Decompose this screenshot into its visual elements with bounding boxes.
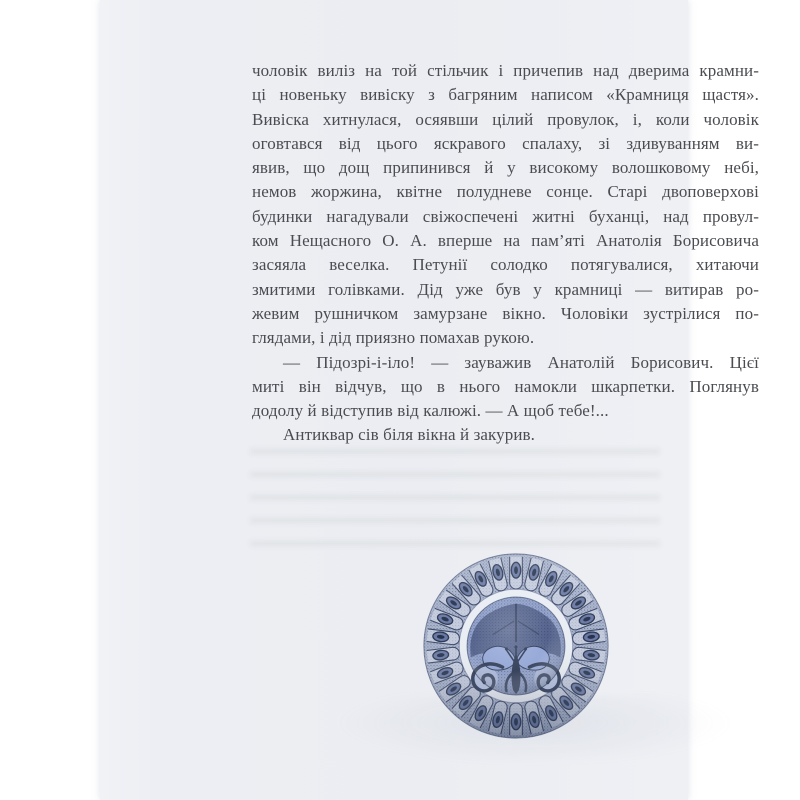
plate-medallion-illustration: [420, 550, 612, 742]
text-line: ці новеньку вивіску з багряним написом «Крамниця щастя».: [252, 85, 759, 105]
text-line: будинки нагадували свіжоспечені житні буханці, над провул-: [252, 206, 759, 226]
text-line: змитими голівками. Дід уже був у крамниці — витирав ро-: [252, 279, 759, 299]
text-line: засяяла веселка. Петунії солодко потягувалися, хитаючи: [252, 255, 759, 275]
text-line: — Підозрі-і-іло! — зауважив Анатолій Борисович. Цієї: [283, 352, 759, 372]
bleed-through-ghost-text: [250, 448, 660, 552]
book-page: [100, 0, 759, 800]
text-line: Антиквар сів біля вікна й закурив.: [283, 425, 536, 445]
text-line: немов жоржина, квітне полудневе сонце. Старі двоповерхові: [252, 182, 759, 202]
text-line: Вивіска хитнулася, осяявши цілий провулок, і, коли чоловік: [252, 109, 759, 129]
text-line: глядами, і дід приязно помахав рукою.: [252, 328, 535, 348]
body-text-block: [252, 59, 759, 448]
text-line: додолу й відступив від калюжі. — А щоб тебе!...: [252, 401, 609, 421]
text-line: оговтався від цього яскравого спалаху, зі здивуванням ви-: [252, 133, 759, 153]
text-line: миті він відчув, що в нього намокли шкарпетки. Поглянув: [252, 376, 759, 396]
text-line: жевим рушничком замурзане вікно. Чоловіки зустрілися по-: [252, 303, 759, 323]
text-line: чоловік виліз на той стільчик і причепив над дверима крамни-: [252, 61, 759, 80]
text-line: ком Нещасного О. А. вперше на пам’яті Анатолія Борисовича: [252, 231, 759, 251]
text-line: явив, що дощ припинився й у високому волошковому небі,: [252, 158, 759, 178]
